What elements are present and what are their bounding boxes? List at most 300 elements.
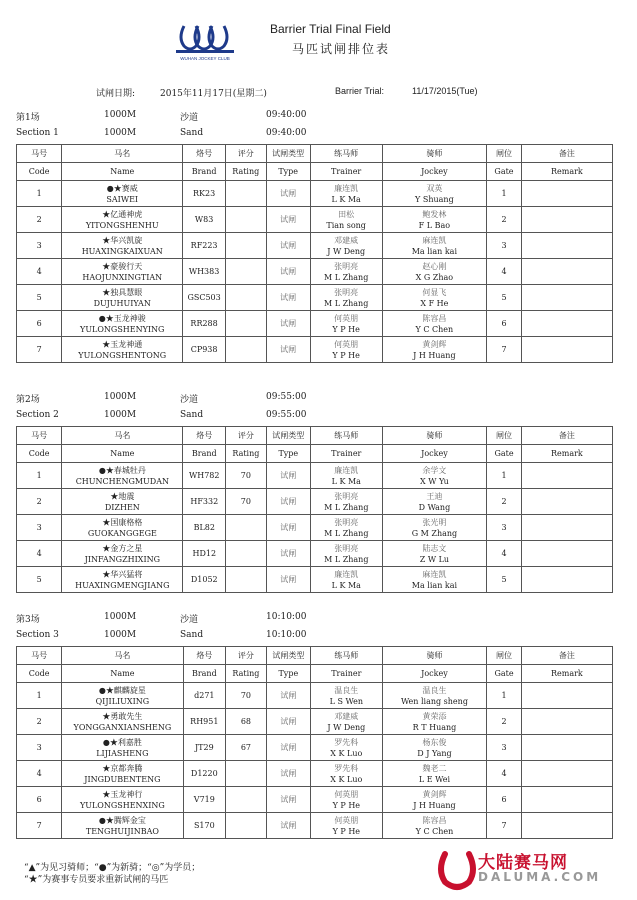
column-header-cn: 练马师: [310, 647, 382, 665]
remark: [521, 567, 612, 593]
trainer-cn: 张明亮: [334, 261, 359, 271]
rating: [225, 311, 266, 337]
gate: 3: [487, 735, 522, 761]
trainer-en: L K Ma: [331, 194, 361, 204]
trainer-cell: [310, 813, 382, 839]
gate: 3: [487, 233, 522, 259]
brand: d271: [183, 683, 226, 709]
section-header: [16, 612, 616, 644]
trainer-cell: [310, 709, 382, 735]
column-header-cn: 闸位: [487, 145, 522, 163]
gate: 6: [487, 311, 522, 337]
date-label-cn: 试闸日期:: [96, 89, 136, 99]
rating: 70: [226, 489, 267, 515]
brand: HD12: [183, 541, 226, 567]
column-header-cn: 马名: [62, 647, 183, 665]
column-header-en: Remark: [521, 445, 612, 463]
column-header-cn: 备注: [521, 145, 612, 163]
trainer-cell: [310, 181, 382, 207]
trainer-en: Y P He: [332, 826, 361, 836]
remark: [521, 813, 612, 839]
jockey-en: X W Yu: [420, 476, 449, 486]
jockey-en: Wen liang sheng: [400, 696, 468, 706]
column-header-en: Jockey: [382, 665, 487, 683]
table-row: [17, 337, 613, 363]
horse-name-cell: [62, 761, 183, 787]
horse-code: 2: [17, 207, 62, 233]
horse-name-cn: ★独具慧眼: [102, 287, 143, 297]
column-header-cn: 马名: [62, 427, 183, 445]
horse-name-cn: ●★麒麟旋星: [98, 685, 146, 695]
jockey-cn: 麻连凯: [422, 569, 447, 579]
trainer-cn: 何英朋: [334, 339, 359, 349]
horse-code: 3: [17, 515, 62, 541]
column-header-cn: 备注: [521, 427, 612, 445]
remark: [521, 541, 612, 567]
horse-code: 4: [17, 541, 62, 567]
jockey-cell: [382, 259, 487, 285]
trainer-en: X K Luo: [330, 774, 363, 784]
jockey-cn: 陈容昌: [422, 815, 447, 825]
trainer-en: M L Zhang: [324, 528, 369, 538]
remark: [521, 311, 612, 337]
horse-name-en: HUAXINGKAIXUAN: [81, 246, 163, 256]
gate: 5: [487, 567, 522, 593]
horse-name-cell: [62, 311, 183, 337]
trial-type: 试闸: [266, 709, 310, 735]
jockey-cell: [382, 463, 487, 489]
jockey-en: Y C Chen: [415, 324, 454, 334]
watermark-cn: 大陆赛马网: [478, 853, 568, 873]
jockey-cell: [382, 489, 487, 515]
horse-name-cell: [62, 515, 183, 541]
horse-name-en: LIJIASHENG: [96, 748, 149, 758]
brand: RK23: [183, 181, 226, 207]
section-distance: 1000M: [104, 612, 137, 622]
horse-code: 2: [17, 489, 62, 515]
horse-name-cell: [62, 735, 183, 761]
jockey-cn: 魏老二: [422, 763, 447, 773]
rating: [226, 787, 267, 813]
section-time-en: 09:40:00: [266, 128, 307, 138]
trial-type: 试闸: [266, 285, 310, 311]
jockey-en: Y C Chen: [415, 826, 454, 836]
column-header-en: Code: [17, 163, 62, 181]
jockey-cell: [382, 181, 487, 207]
column-header-cn: 试闸类型: [266, 427, 310, 445]
table-row: [17, 463, 613, 489]
trainer-en: L K Ma: [331, 476, 361, 486]
trainer-cell: [310, 489, 382, 515]
brand: D1220: [183, 761, 226, 787]
brand: S170: [183, 813, 226, 839]
footnote-line-2: “★”为赛事专员要求重新试闸的马匹: [24, 875, 169, 885]
trainer-cell: [310, 337, 382, 363]
section-no-en: Section 3: [16, 630, 59, 640]
jockey-cn: 双英: [426, 183, 443, 193]
trial-type: 试闸: [266, 541, 310, 567]
table-row: [17, 489, 613, 515]
brand: RH951: [183, 709, 226, 735]
jockey-cell: [382, 761, 487, 787]
trainer-en: M L Zhang: [323, 298, 369, 308]
gate: 7: [487, 813, 522, 839]
brand: RR288: [183, 311, 226, 337]
horse-name-cn: ●★春城牡丹: [98, 465, 146, 475]
trial-type: 试闸: [266, 567, 310, 593]
horse-code: 3: [17, 233, 62, 259]
jockey-en: D Wang: [418, 502, 451, 512]
jockey-cell: [382, 813, 487, 839]
horse-name-cell: [62, 541, 183, 567]
section-time: 09:40:00: [266, 110, 307, 120]
race-section-3: [16, 612, 616, 836]
rating: [225, 337, 266, 363]
jockey-en: F L Bao: [418, 220, 451, 230]
trainer-cn: 张明亮: [334, 491, 359, 501]
remark: [521, 761, 612, 787]
trainer-cn: 何英朋: [334, 313, 359, 323]
horse-name-cell: [62, 285, 183, 311]
column-header-cn: 烙号: [183, 647, 226, 665]
trainer-en: J W Deng: [327, 722, 366, 732]
rating: [225, 207, 266, 233]
trainer-cell: [310, 541, 382, 567]
trainer-en: L S Wen: [329, 696, 363, 706]
column-header-cn: 骑师: [382, 427, 487, 445]
brand: V719: [183, 787, 226, 813]
trainer-cn: 廉连凯: [334, 465, 359, 475]
jockey-cell: [382, 683, 487, 709]
footnotes: [24, 862, 200, 886]
trainer-cn: 张明亮: [334, 287, 359, 297]
column-header-en: Jockey: [382, 163, 487, 181]
remark: [521, 735, 612, 761]
section-distance: 1000M: [104, 110, 137, 120]
rating: [225, 181, 266, 207]
jockey-cn: 杨东俊: [422, 737, 447, 747]
horse-name-cell: [62, 259, 183, 285]
trainer-cn: 温良生: [334, 685, 359, 695]
trainer-cell: [310, 463, 382, 489]
trainer-cn: 罗先科: [334, 763, 359, 773]
remark: [521, 259, 612, 285]
column-header-cn: 练马师: [310, 427, 382, 445]
horse-name-cn: ★地震: [110, 491, 135, 501]
column-header-cn: 评分: [225, 145, 266, 163]
trial-type: 试闸: [266, 311, 310, 337]
trainer-en: M L Zhang: [324, 554, 369, 564]
section-distance-en: 1000M: [104, 410, 137, 420]
column-header-cn: 试闸类型: [266, 145, 310, 163]
trainer-cell: [310, 515, 382, 541]
header-row-en: [17, 163, 613, 181]
jockey-cell: [382, 337, 487, 363]
column-header-cn: 马号: [17, 647, 62, 665]
header-row-en: [17, 445, 613, 463]
horse-code: 4: [17, 259, 62, 285]
jockey-cell: [382, 207, 487, 233]
horse-name-en: DUJUHUIYAN: [93, 298, 151, 308]
jockey-cell: [382, 541, 487, 567]
trainer-cell: [310, 285, 382, 311]
brand: BL82: [183, 515, 226, 541]
horse-name-cn: ●★利嘉胜: [102, 737, 142, 747]
horse-name-cn: ★亿通神虎: [102, 209, 143, 219]
column-header-cn: 马号: [17, 145, 62, 163]
column-header-en: Code: [17, 445, 62, 463]
trial-type: 试闸: [266, 735, 310, 761]
jockey-en: D J Yang: [417, 748, 452, 758]
gate: 1: [487, 683, 522, 709]
table-row: [17, 233, 613, 259]
column-header-cn: 马号: [17, 427, 62, 445]
column-header-en: Rating: [226, 665, 267, 683]
horse-name-en: YULONGSHENTONG: [78, 350, 167, 360]
jockey-cn: 鲍发林: [422, 209, 447, 219]
horse-name-cell: [62, 463, 183, 489]
section-surface-en: Sand: [180, 128, 204, 138]
horse-name-cn: ●★赛威: [106, 183, 138, 193]
jockey-cell: [382, 567, 487, 593]
section-surface-cn: 沙道: [180, 615, 199, 625]
gate: 6: [487, 787, 522, 813]
section-surface-cn: 沙道: [180, 395, 199, 405]
section-surface-en: Sand: [180, 410, 204, 420]
horse-name-cn: ●★玉龙神骏: [98, 313, 146, 323]
column-header-cn: 备注: [521, 647, 612, 665]
table-row: [17, 787, 613, 813]
header-row-cn: [17, 145, 613, 163]
jockey-en: Ma lian kai: [411, 246, 457, 256]
rating: [225, 259, 266, 285]
table-row: [17, 761, 613, 787]
rating: 70: [226, 463, 267, 489]
trainer-cell: [310, 787, 382, 813]
column-header-cn: 骑师: [382, 145, 487, 163]
horse-code: 1: [17, 463, 62, 489]
trainer-en: Y P He: [332, 350, 360, 360]
brand: GSC503: [183, 285, 226, 311]
jockey-cn: 黄荣添: [422, 711, 447, 721]
rating: [226, 515, 267, 541]
horse-name-cell: [62, 207, 183, 233]
trainer-cn: 廉连凯: [334, 183, 359, 193]
section-no-cn: 第2场: [16, 395, 40, 405]
remark: [521, 489, 612, 515]
gate: 4: [487, 761, 522, 787]
section-header: [16, 392, 616, 424]
column-header-en: Type: [266, 445, 310, 463]
column-header-en: Brand: [183, 445, 226, 463]
horse-code: 2: [17, 709, 62, 735]
section-no-en: Section 2: [16, 410, 59, 420]
jockey-cn: 王迪: [426, 491, 443, 501]
horse-name-cn: ★华兴猛将: [102, 569, 143, 579]
column-header-en: Jockey: [382, 445, 487, 463]
gate: 3: [487, 515, 522, 541]
table-row: [17, 515, 613, 541]
trial-type: 试闸: [266, 515, 310, 541]
trainer-en: L K Ma: [331, 580, 361, 590]
horse-name-cn: ★国康格格: [102, 517, 143, 527]
trainer-en: Tian song: [326, 220, 366, 230]
horse-code: 7: [17, 337, 62, 363]
jockey-en: X F He: [420, 298, 449, 308]
horse-name-cell: [62, 567, 183, 593]
trainer-cn: 何英朋: [334, 815, 359, 825]
horseshoe-logo-icon: [170, 22, 240, 62]
horse-name-cell: [62, 787, 183, 813]
brand: CP938: [183, 337, 226, 363]
brand: WH383: [183, 259, 226, 285]
horse-name-cn: ★豪骏行天: [102, 261, 143, 271]
jockey-cn: 黄剑辉: [422, 339, 447, 349]
horse-name-en: YONGGANXIANSHENG: [73, 722, 172, 732]
section-time: 09:55:00: [266, 392, 307, 402]
column-header-cn: 马名: [62, 145, 183, 163]
trial-type: 试闸: [266, 813, 310, 839]
brand: W83: [183, 207, 226, 233]
trainer-cell: [310, 683, 382, 709]
jockey-en: Ma lian kai: [411, 580, 458, 590]
footnote-line-1: “▲”为见习骑师；“●”为新骑；“◎”为学员；: [24, 863, 201, 873]
brand: RF223: [183, 233, 226, 259]
horse-name-cell: [62, 683, 183, 709]
header-row-en: [17, 665, 613, 683]
jockey-en: Y Shuang: [415, 194, 454, 204]
column-header-cn: 评分: [226, 647, 267, 665]
column-header-en: Rating: [226, 445, 267, 463]
gate: 2: [487, 207, 522, 233]
horse-name-cn: ★金方之星: [102, 543, 143, 553]
column-header-en: Remark: [521, 665, 612, 683]
horse-name-cell: [62, 813, 183, 839]
jockey-cn: 黄剑辉: [422, 789, 447, 799]
gate: 7: [487, 337, 522, 363]
rating: [226, 541, 267, 567]
horse-name-en: TENGHUIJINBAO: [85, 826, 159, 836]
header-row-cn: [17, 427, 613, 445]
column-header-en: Trainer: [310, 665, 382, 683]
horse-name-cell: [62, 337, 183, 363]
remark: [521, 181, 612, 207]
trainer-cn: 邓建威: [334, 711, 359, 721]
trial-type: 试闸: [266, 463, 310, 489]
title-en: Barrier Trial Final Field: [270, 22, 391, 36]
jockey-en: J H Huang: [413, 350, 456, 360]
horse-code: 1: [17, 181, 62, 207]
trainer-en: Y P He: [332, 324, 360, 334]
trainer-cn: 邓建威: [334, 235, 359, 245]
remark: [521, 233, 612, 259]
column-header-en: Brand: [183, 665, 226, 683]
jockey-cn: 何显飞: [422, 287, 447, 297]
trainer-cn: 田松: [338, 209, 355, 219]
logo-text: WUHAN JOCKEY CLUB: [180, 56, 230, 61]
trial-type: 试闸: [266, 181, 310, 207]
jockey-cn: 麻连凯: [422, 235, 447, 245]
column-header-cn: 烙号: [183, 145, 226, 163]
remark: [521, 787, 612, 813]
section-distance-en: 1000M: [104, 630, 137, 640]
club-logo: [170, 22, 240, 62]
horse-name-cell: [62, 233, 183, 259]
horse-name-cell: [62, 181, 183, 207]
trainer-cn: 罗先科: [334, 737, 359, 747]
section-time-en: 09:55:00: [266, 410, 307, 420]
remark: [521, 463, 612, 489]
trainer-cell: [310, 735, 382, 761]
column-header-en: Gate: [487, 665, 522, 683]
horse-name-en: HUAXINGMENGJIANG: [75, 580, 170, 590]
trainer-cell: [310, 207, 382, 233]
horse-name-cell: [62, 489, 183, 515]
jockey-cell: [382, 709, 487, 735]
horse-name-cn: ●★腾辉金宝: [98, 815, 146, 825]
watermark-en: DALUMA.COM: [478, 870, 602, 884]
column-header-cn: 闸位: [487, 647, 522, 665]
jockey-cn: 温良生: [422, 685, 447, 695]
trial-type: 试闸: [266, 233, 310, 259]
rating: [225, 285, 266, 311]
trainer-cell: [310, 311, 382, 337]
table-row: [17, 207, 613, 233]
horse-name-en: QIJILIUXING: [95, 696, 150, 706]
gate: 4: [487, 541, 522, 567]
entries-table: [16, 144, 613, 363]
section-surface-en: Sand: [180, 630, 204, 640]
jockey-cell: [382, 515, 487, 541]
title-cn: 马匹试闸排位表: [292, 42, 391, 56]
gate: 1: [487, 181, 522, 207]
gate: 2: [487, 709, 522, 735]
trainer-en: Y P He: [332, 800, 361, 810]
remark: [521, 337, 612, 363]
horse-name-en: YULONGSHENYING: [80, 324, 165, 334]
horse-code: 3: [17, 735, 62, 761]
column-header-en: Rating: [225, 163, 266, 181]
section-distance: 1000M: [104, 392, 137, 402]
horseshoe-watermark-icon: [435, 848, 479, 892]
gate: 1: [487, 463, 522, 489]
column-header-en: Trainer: [310, 445, 382, 463]
trial-type: 试闸: [266, 489, 310, 515]
horse-code: 4: [17, 761, 62, 787]
section-time: 10:10:00: [266, 612, 307, 622]
race-section-2: [16, 392, 616, 590]
trainer-en: J W Deng: [327, 246, 366, 256]
jockey-cell: [382, 233, 487, 259]
jockey-en: R T Huang: [412, 722, 457, 732]
column-header-en: Trainer: [310, 163, 382, 181]
brand: WH782: [183, 463, 226, 489]
gate: 4: [487, 259, 522, 285]
horse-name-en: JINGDUBENTENG: [84, 774, 161, 784]
trainer-cell: [310, 233, 382, 259]
race-section-1: [16, 110, 616, 360]
horse-code: 6: [17, 311, 62, 337]
table-row: [17, 567, 613, 593]
section-no-cn: 第3场: [16, 615, 40, 625]
column-header-en: Name: [62, 445, 183, 463]
jockey-en: X G Zhao: [415, 272, 454, 282]
rating: 67: [226, 735, 267, 761]
table-row: [17, 813, 613, 839]
brand: HF332: [183, 489, 226, 515]
trainer-cn: 张明亮: [334, 543, 359, 553]
remark: [521, 515, 612, 541]
